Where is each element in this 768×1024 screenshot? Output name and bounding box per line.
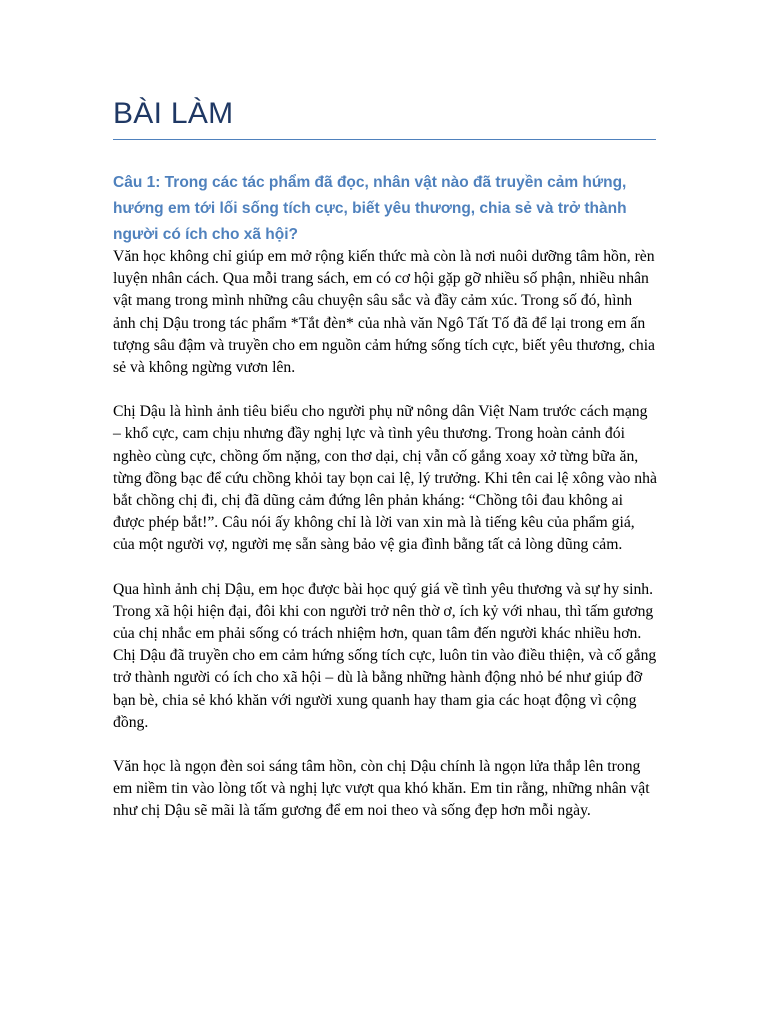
page-title: BÀI LÀM [113, 97, 234, 130]
paragraph-2: Chị Dậu là hình ảnh tiêu biểu cho người phụ nữ nông dân Việt Nam trước cách mạng – khổ cực, cam chịu nhưng đầy nghị lực và tình yêu thương. Trong hoàn cảnh đói nghèo cùng cực, chồng ốm nặng, con thơ dại, chị vẫn cố gắng xoay xở từng bữa ăn, từng đồng bạc để cứu chồng khỏi tay bọn cai lệ, lý trưởng. Khi tên cai lệ xông vào nhà bắt chồng chị đi, chị đã dũng cảm đứng lên phản kháng: “Chồng tôi đau không ai được phép bắt!”. Câu nói ấy không chỉ là lời van xin mà là tiếng kêu của phẩm giá, của một người vợ, người mẹ sẵn sàng bảo vệ gia đình bằng tất cả lòng dũng cảm. [113, 403, 657, 554]
question-heading: Câu 1: Trong các tác phẩm đã đọc, nhân vật nào đã truyền cảm hứng, hướng em tới lối sống tích cực, biết yêu thương, chia sẻ và trở thành người có ích cho xã hội? [113, 174, 627, 243]
paragraph-3: Qua hình ảnh chị Dậu, em học được bài học quý giá về tình yêu thương và sự hy sinh. Trong xã hội hiện đại, đôi khi con người trở nên thờ ơ, ích kỷ với nhau, thì tấm gương của chị nhắc em phải sống có trách nhiệm hơn, quan tâm đến người khác nhiều hơn. Chị Dậu đã truyền cho em cảm hứng sống tích cực, luôn tin vào điều thiện, và cố gắng trở thành người có ích cho xã hội – dù là bằng những hành động nhỏ bé như giúp đỡ bạn bè, chia sẻ khó khăn với người xung quanh hay tham gia các hoạt động vì cộng đồng. [113, 580, 657, 731]
paragraph-4: Văn học là ngọn đèn soi sáng tâm hồn, còn chị Dậu chính là ngọn lửa thắp lên trong em niềm tin vào lòng tốt và nghị lực vượt qua khó khăn. Em tin rằng, những nhân vật như chị Dậu sẽ mãi là tấm gương để em noi theo và sống đẹp hơn mỗi ngày. [113, 758, 650, 820]
title-divider [113, 139, 656, 140]
paragraph-1: Văn học không chỉ giúp em mở rộng kiến thức mà còn là nơi nuôi dưỡng tâm hồn, rèn luyện nhân cách. Qua mỗi trang sách, em có cơ hội gặp gỡ nhiều số phận, nhiều nhân vật mang trong mình những câu chuyện sâu sắc và đầy cảm xúc. Trong số đó, hình ảnh chị Dậu trong tác phẩm *Tắt đèn* của nhà văn Ngô Tất Tố đã để lại trong em ấn tượng sâu đậm và truyền cho em nguồn cảm hứng sống tích cực, biết yêu thương, chia sẻ và không ngừng vươn lên. [113, 248, 656, 377]
essay-body [113, 246, 658, 845]
